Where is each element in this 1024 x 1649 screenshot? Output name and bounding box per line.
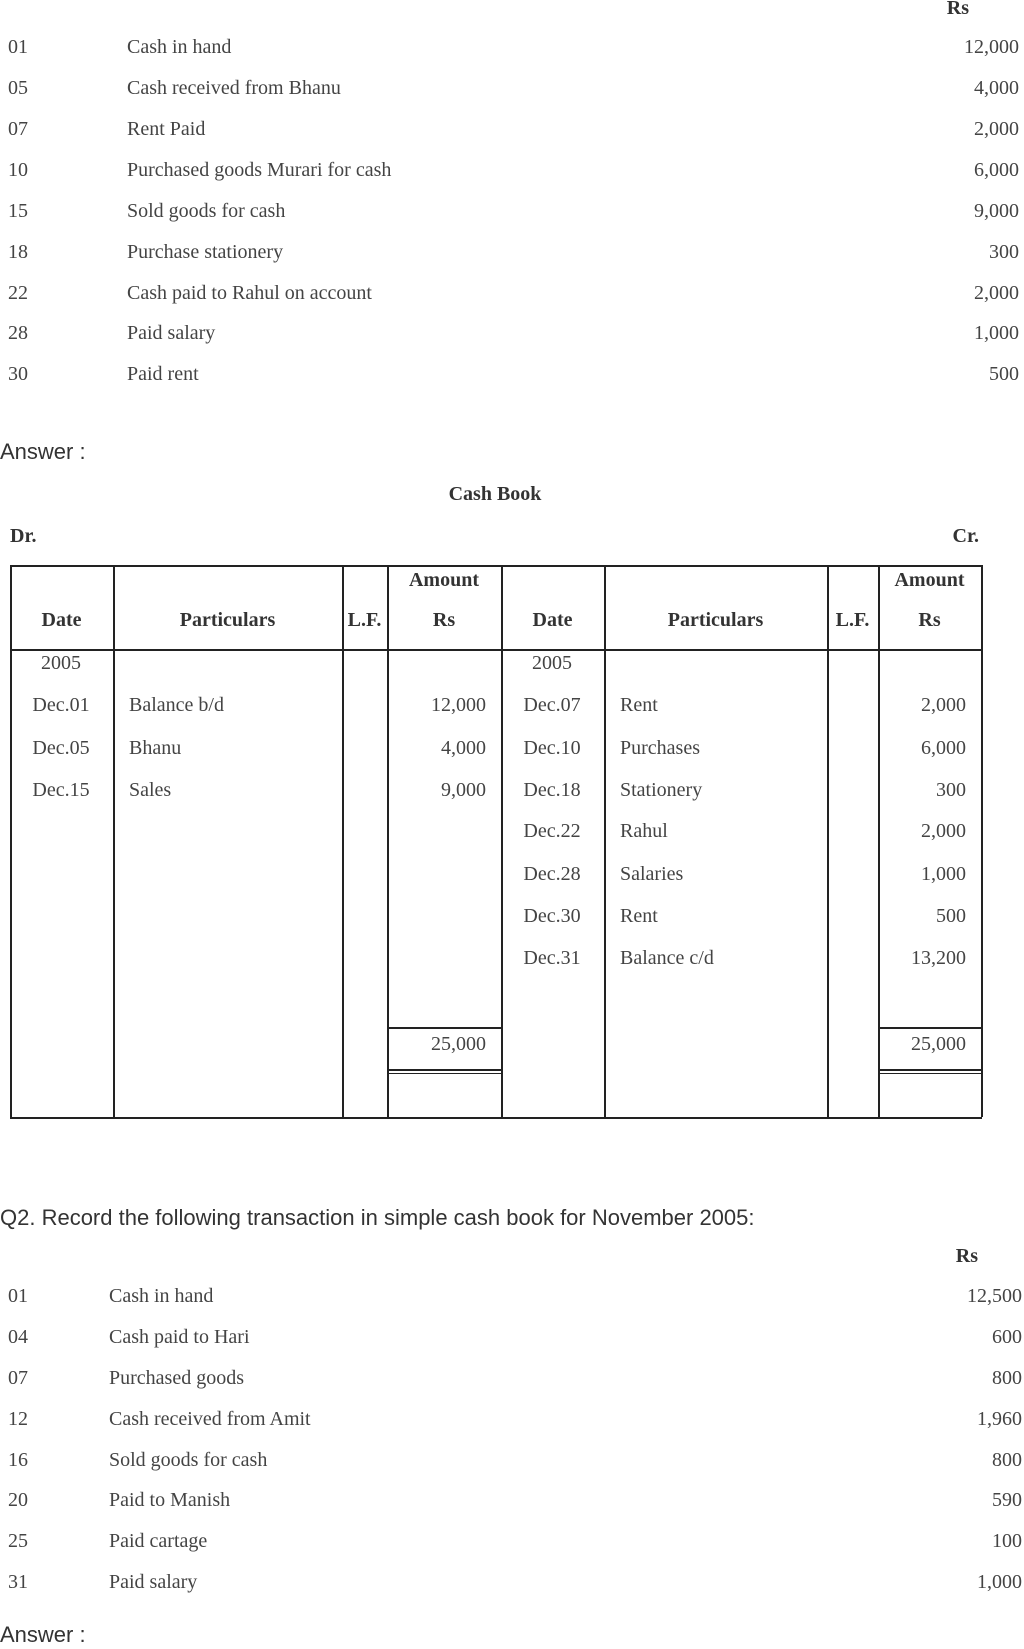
cash-book-title: Cash Book	[448, 483, 542, 505]
list-item-date: 01	[8, 1285, 28, 1307]
table-column-line	[342, 565, 344, 1117]
table-bottom-border	[10, 1117, 982, 1119]
list-item-amount: 6,000	[974, 159, 1019, 181]
list-item-amount: 1,960	[977, 1408, 1022, 1430]
debit-date: Dec.15	[32, 779, 90, 801]
table-column-line	[501, 565, 503, 1117]
list-item-date: 15	[8, 200, 28, 222]
double-line	[387, 1069, 501, 1071]
debit-amount: 4,000	[441, 737, 486, 759]
credit-date: Dec.28	[523, 863, 581, 885]
list-item-particulars: Cash paid to Hari	[109, 1326, 250, 1348]
list-item-date: 18	[8, 241, 28, 263]
list-item-particulars: Rent Paid	[127, 118, 206, 140]
list-item-particulars: Cash paid to Rahul on account	[127, 282, 372, 304]
list-item-amount: 1,000	[977, 1571, 1022, 1593]
table-column-line	[878, 565, 880, 1117]
list-item-date: 07	[8, 118, 28, 140]
debit-amount: 12,000	[431, 694, 486, 716]
header-date: Date	[41, 609, 82, 631]
list-item-date: 05	[8, 77, 28, 99]
list-item-date: 28	[8, 322, 28, 344]
credit-total: 25,000	[911, 1033, 966, 1055]
list-item-particulars: Purchased goods Murari for cash	[127, 159, 392, 181]
header-particulars: Particulars	[179, 609, 276, 631]
header-lf: L.F.	[835, 609, 870, 631]
credit-particulars: Rent	[620, 694, 658, 716]
list-item-amount: 500	[989, 363, 1019, 385]
list-item-particulars: Paid rent	[127, 363, 199, 385]
credit-date: Dec.07	[523, 694, 581, 716]
list-item-date: 31	[8, 1571, 28, 1593]
credit-amount: 2,000	[921, 820, 966, 842]
year-debit: 2005	[41, 652, 81, 674]
list-item-date: 20	[8, 1489, 28, 1511]
credit-date: Dec.31	[523, 947, 581, 969]
list-item-particulars: Purchased goods	[109, 1367, 244, 1389]
header-amount: Amount	[408, 569, 480, 591]
credit-particulars: Rent	[620, 905, 658, 927]
list-item-particulars: Cash received from Amit	[109, 1408, 311, 1430]
cr-label: Cr.	[952, 525, 979, 547]
credit-particulars: Stationery	[620, 779, 703, 801]
credit-date: Dec.18	[523, 779, 581, 801]
double-line	[878, 1073, 981, 1074]
list-item-particulars: Purchase stationery	[127, 241, 284, 263]
credit-amount: 1,000	[921, 863, 966, 885]
list-item-amount: 1,000	[974, 322, 1019, 344]
credit-particulars: Balance c/d	[620, 947, 714, 969]
list-item-amount: 300	[989, 241, 1019, 263]
list-item-particulars: Paid to Manish	[109, 1489, 231, 1511]
list-item-amount: 800	[992, 1367, 1022, 1389]
credit-amount: 6,000	[921, 737, 966, 759]
credit-amount: 2,000	[921, 694, 966, 716]
header-rs: Rs	[918, 609, 941, 631]
credit-particulars: Salaries	[620, 863, 684, 885]
list-item-amount: 4,000	[974, 77, 1019, 99]
table-column-line	[113, 565, 115, 1117]
credit-amount: 300	[936, 779, 966, 801]
list-item-amount: 2,000	[974, 282, 1019, 304]
list-item-amount: 12,000	[964, 36, 1019, 58]
list-item-particulars: Cash in hand	[127, 36, 232, 58]
list-item-date: 16	[8, 1449, 28, 1471]
list-item-amount: 9,000	[974, 200, 1019, 222]
list-item-date: 12	[8, 1408, 28, 1430]
debit-amount: 9,000	[441, 779, 486, 801]
debit-particulars: Sales	[129, 779, 172, 801]
table-header-border	[10, 649, 982, 651]
list-item-particulars: Paid salary	[127, 322, 216, 344]
total-line	[387, 1027, 501, 1029]
debit-particulars: Balance b/d	[129, 694, 224, 716]
currency-label: Rs	[955, 1245, 978, 1267]
credit-date: Dec.30	[523, 905, 581, 927]
header-date: Date	[532, 609, 573, 631]
credit-date: Dec.10	[523, 737, 581, 759]
list-item-amount: 100	[992, 1530, 1022, 1552]
answer-label: Answer :	[0, 439, 86, 464]
table-column-line	[604, 565, 606, 1117]
list-item-date: 07	[8, 1367, 28, 1389]
dr-label: Dr.	[10, 525, 37, 547]
list-item-amount: 590	[992, 1489, 1022, 1511]
debit-date: Dec.01	[32, 694, 90, 716]
list-item-amount: 2,000	[974, 118, 1019, 140]
answer-label: Answer :	[0, 1622, 86, 1647]
header-rs: Rs	[432, 609, 456, 631]
list-item-particulars: Paid cartage	[109, 1530, 208, 1552]
list-item-amount: 800	[992, 1449, 1022, 1471]
table-column-line	[387, 565, 389, 1117]
table-column-line	[827, 565, 829, 1117]
list-item-date: 01	[8, 36, 28, 58]
list-item-date: 25	[8, 1530, 28, 1552]
debit-particulars: Bhanu	[129, 737, 182, 759]
list-item-particulars: Paid salary	[109, 1571, 198, 1593]
credit-amount: 500	[936, 905, 966, 927]
list-item-date: 10	[8, 159, 28, 181]
credit-amount: 13,200	[911, 947, 966, 969]
table-column-line	[981, 565, 983, 1117]
header-particulars: Particulars	[667, 609, 764, 631]
list-item-particulars: Cash received from Bhanu	[127, 77, 341, 99]
header-amount: Amount	[894, 569, 965, 591]
list-item-particulars: Sold goods for cash	[127, 200, 286, 222]
list-item-amount: 600	[992, 1326, 1022, 1348]
list-item-amount: 12,500	[967, 1285, 1022, 1307]
total-line	[878, 1027, 981, 1029]
question-text: Q2. Record the following transaction in simple cash book for November 2005:	[0, 1205, 755, 1230]
list-item-date: 22	[8, 282, 28, 304]
currency-label: Rs	[946, 0, 969, 19]
credit-particulars: Rahul	[620, 820, 668, 842]
table-top-border	[10, 565, 982, 567]
double-line	[878, 1069, 981, 1071]
debit-total: 25,000	[431, 1033, 486, 1055]
credit-date: Dec.22	[523, 820, 581, 842]
header-lf: L.F.	[347, 609, 382, 631]
list-item-date: 04	[8, 1326, 28, 1348]
debit-date: Dec.05	[32, 737, 90, 759]
double-line	[387, 1073, 501, 1074]
table-column-line	[10, 565, 12, 1117]
year-credit: 2005	[532, 652, 572, 674]
list-item-particulars: Sold goods for cash	[109, 1449, 268, 1471]
list-item-date: 30	[8, 363, 28, 385]
list-item-particulars: Cash in hand	[109, 1285, 214, 1307]
credit-particulars: Purchases	[620, 737, 700, 759]
